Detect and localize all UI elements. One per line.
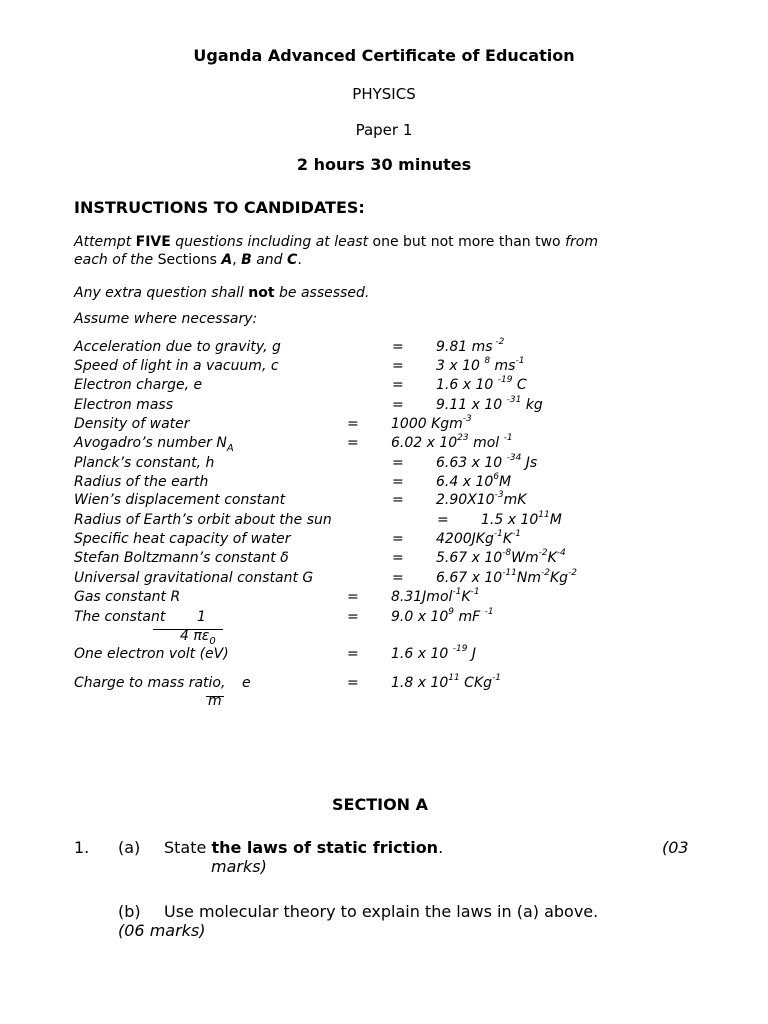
instruction-text: Attempt <box>74 234 136 250</box>
constant-value: 9.11 x 10 $^{-31}$ kg <box>436 395 543 413</box>
constant-equals: = <box>392 339 404 355</box>
constant-value: $2.90X10^{-3}mK$ <box>436 490 527 508</box>
constant-label: Specific heat capacity of water <box>74 531 291 547</box>
marks: (06 marks) <box>118 921 206 940</box>
exam-title: Uganda Advanced Certificate of Education <box>193 46 575 65</box>
instruction-text: C <box>287 252 298 268</box>
constant-label: Density of water <box>74 416 190 432</box>
instruction-text: and <box>251 252 288 268</box>
paper-number: Paper 1 <box>355 121 413 139</box>
constant-label: Wien’s displacement constant <box>74 492 286 508</box>
marks: (03 <box>662 838 689 857</box>
constant-equals: = <box>392 358 404 374</box>
constant-label: Radius of Earth’s orbit about the sun <box>74 512 332 528</box>
constant-label: The constant <box>74 609 166 625</box>
instruction-text: Sections <box>157 252 222 268</box>
constant-equals: = <box>347 416 359 432</box>
extra-question-note <box>74 285 369 301</box>
section-heading: SECTION A <box>332 795 429 814</box>
question-number: 1. <box>74 838 90 857</box>
constant-value: 1000 Kgm$^{-3}$ <box>391 414 472 432</box>
constant-value: 9.0 x $10^9$ mF $^{-1}$ <box>391 607 494 625</box>
constant-value: $8.31Jmol^{-1}K^{-1}$ <box>391 587 480 605</box>
constant-equals: = <box>392 570 404 586</box>
instruction-text: , <box>232 252 242 268</box>
instruction-text: B <box>241 252 252 268</box>
instruction-line-2 <box>74 252 302 268</box>
constant-equals: = <box>347 609 359 625</box>
constant-equals: = <box>392 492 404 508</box>
constant-label: Stefan Boltzmann’s constant δ <box>74 550 289 566</box>
constant-value: 6.67 x $10^{-11}Nm^{-2}Kg^{-2}$ <box>436 568 578 586</box>
assume-note: Assume where necessary: <box>74 311 258 327</box>
note-text: be assessed. <box>274 285 370 301</box>
fraction-numerator: e <box>242 675 251 691</box>
constant-label: Radius of the earth <box>74 474 209 490</box>
constant-equals: = <box>347 646 359 662</box>
constant-value: 6.63 x 10 $^{-34}$ Js <box>436 453 538 471</box>
instruction-text: each of the <box>74 252 158 268</box>
instructions-heading: INSTRUCTIONS TO CANDIDATES: <box>74 198 365 217</box>
fraction-denominator: m <box>208 693 222 709</box>
constant-equals: = <box>392 531 404 547</box>
subject: PHYSICS <box>352 85 416 103</box>
constant-equals: = <box>347 675 359 691</box>
constant-label: Electron mass <box>74 397 173 413</box>
constant-equals: = <box>437 512 449 528</box>
constant-label: Electron charge, e <box>74 377 203 393</box>
constant-label: Avogadro’s number $N_A$ <box>74 435 234 454</box>
constant-value: 1.5 x $10^{11}M$ <box>481 510 562 528</box>
question-text: State the laws of static friction. <box>164 838 444 857</box>
question-text: Use molecular theory to explain the laws in (a) above. <box>164 902 599 921</box>
constant-value: 1.8 x $10^{11}$ CKg$^{-1}$ <box>391 673 501 691</box>
constant-value: 6.02 x $10^{23}$ mol $^{-1}$ <box>391 433 513 451</box>
instruction-text: A <box>221 252 233 268</box>
constant-label: Charge to mass ratio, <box>74 675 226 691</box>
constant-value: 6.4 x $10^6M$ <box>436 472 512 490</box>
constant-value: 9.81 ms $^{-2}$ <box>436 337 505 355</box>
constant-equals: = <box>392 455 404 471</box>
marks: marks) <box>211 857 267 876</box>
note-text: Any extra question shall <box>74 285 249 301</box>
constant-label: Gas constant R <box>74 589 181 605</box>
constant-equals: = <box>392 377 404 393</box>
instruction-text: from <box>560 234 598 250</box>
constant-value: 1.6 x 10 $^{-19}$ J <box>391 644 477 662</box>
constant-value: 5.67 x $10^{-8}Wm^{-2}K^{-4}$ <box>436 548 566 566</box>
instruction-text: one but not more than two <box>372 234 561 250</box>
constant-value: $4200JKg^{-1}K^{-1}$ <box>436 529 521 547</box>
part-label: (a) <box>118 838 141 857</box>
constant-equals: = <box>392 474 404 490</box>
constant-label: Speed of light in a vacuum, c <box>74 358 279 374</box>
instruction-line-1 <box>74 234 598 250</box>
constant-label: Universal gravitational constant G <box>74 570 314 586</box>
fraction-denominator: 4 $\pi\varepsilon_0$ <box>180 628 216 647</box>
constant-equals: = <box>347 435 359 451</box>
constant-label: Planck’s constant, h <box>74 455 215 471</box>
constant-label: Acceleration due to gravity, g <box>74 339 281 355</box>
note-text: not <box>248 285 275 301</box>
duration: 2 hours 30 minutes <box>296 155 472 174</box>
constant-value: 3 x 10 $^8$ $ms^{-1}$ <box>436 356 525 374</box>
constant-label: One electron volt (eV) <box>74 646 229 662</box>
constant-equals: = <box>347 589 359 605</box>
instruction-text: . <box>297 252 302 268</box>
fraction-numerator: 1 <box>197 609 206 625</box>
constant-equals: = <box>392 550 404 566</box>
part-label: (b) <box>118 902 141 921</box>
constant-value: 1.6 x 10 $^{-19}$ C <box>436 375 527 393</box>
instruction-text: questions including at least <box>170 234 373 250</box>
instruction-text: FIVE <box>135 234 171 250</box>
constant-equals: = <box>392 397 404 413</box>
